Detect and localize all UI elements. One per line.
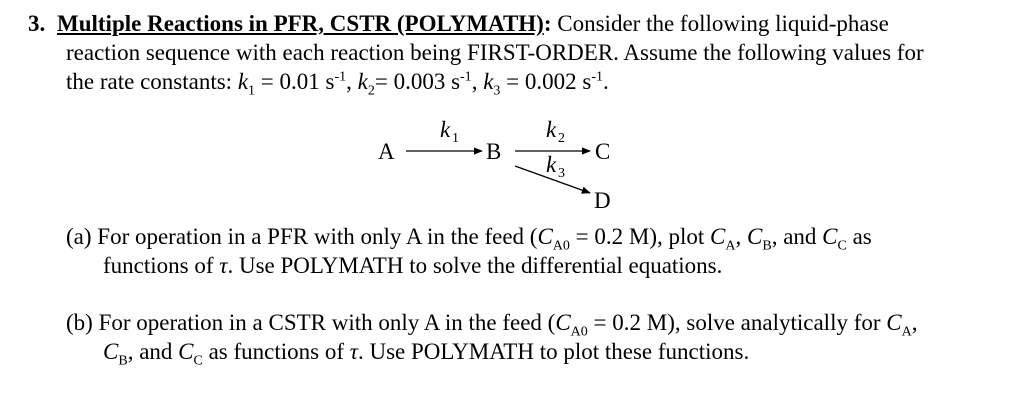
separator: , — [471, 69, 484, 94]
k3-label: k — [546, 152, 557, 177]
species-b: B — [486, 139, 502, 164]
k1-symbol: k — [237, 69, 249, 94]
feed-value: = 0.2 M), plot — [569, 224, 711, 249]
c-symbol: C — [555, 310, 571, 335]
c-symbol: C — [886, 310, 902, 335]
k3-symbol: k — [483, 69, 494, 94]
as-text: as — [846, 224, 872, 249]
species-d: D — [594, 188, 611, 213]
part-b-line-2-mid: as functions of — [202, 339, 350, 364]
c-symbol: C — [747, 224, 763, 249]
sentence-end: . — [603, 69, 609, 94]
c-symbol: C — [537, 224, 553, 249]
k1-value: = 0.01 s — [255, 69, 335, 94]
comma: , — [735, 224, 747, 249]
part-a-line-2 — [103, 252, 722, 280]
c-subscript: C — [837, 238, 847, 254]
part-b-lead: (b) For operation in a CSTR with only A in the feed ( — [66, 310, 556, 335]
comma: , — [911, 310, 918, 335]
part-b-line-2-rest: . Use POLYMATH to plot these functions. — [358, 339, 750, 364]
c-subscript: C — [193, 353, 203, 369]
and-text: , and — [771, 224, 823, 249]
k1-label-subscript: 1 — [452, 131, 459, 146]
species-a: A — [378, 139, 395, 164]
k2-subscript: 2 — [367, 83, 375, 99]
c-symbol: C — [710, 224, 726, 249]
k2-label: k — [546, 117, 557, 142]
k3-exponent: -1 — [591, 69, 603, 85]
b-subscript: B — [118, 353, 128, 369]
tau-symbol: τ — [219, 253, 228, 278]
separator: , — [346, 69, 358, 94]
tau-symbol: τ — [349, 339, 358, 364]
intro-text-1: Consider the following liquid-phase — [551, 11, 889, 36]
c-symbol: C — [822, 224, 838, 249]
part-a-line-2-lead: functions of — [103, 253, 220, 278]
b-subscript: B — [762, 238, 772, 254]
k3-subscript: 3 — [493, 83, 501, 99]
part-b-line-1-rest: = 0.2 M), solve analytically for — [587, 310, 887, 335]
problem-number: 3. — [28, 11, 46, 36]
k2-symbol: k — [357, 69, 368, 94]
k3-value: = 0.002 s — [500, 69, 592, 94]
part-b-line-2 — [103, 338, 750, 369]
k1-label: k — [440, 117, 451, 142]
k2-exponent: -1 — [460, 69, 472, 85]
c-symbol: C — [178, 339, 194, 364]
intro-text-2: reaction sequence with each reaction being FIRST-ORDER. Assume the following values for — [66, 40, 924, 65]
k1-subscript: 1 — [248, 83, 256, 99]
problem-title: Multiple Reactions in PFR, CSTR (POLYMATH) — [57, 11, 544, 36]
part-a-line-2-rest: . Use POLYMATH to solve the differential equations. — [227, 253, 723, 278]
k2-label-subscript: 2 — [558, 131, 565, 146]
a0-subscript: A0 — [570, 324, 588, 340]
a-subscript: A — [725, 238, 736, 254]
and-text: , and — [127, 339, 179, 364]
species-c: C — [595, 139, 611, 164]
part-b-line-1 — [66, 309, 918, 340]
k3-label-subscript: 3 — [558, 166, 565, 181]
problem-title-colon: : — [543, 11, 552, 36]
part-a-lead: (a) For operation in a PFR with only A in the feed ( — [66, 224, 538, 249]
c-symbol: C — [103, 339, 119, 364]
a0-subscript: A0 — [552, 238, 570, 254]
part-a-line-1 — [66, 223, 872, 254]
intro-text-3: the rate constants: — [66, 69, 238, 94]
k1-exponent: -1 — [334, 69, 347, 85]
a-subscript: A — [901, 324, 912, 340]
k2-value: = 0.003 s — [374, 69, 461, 94]
